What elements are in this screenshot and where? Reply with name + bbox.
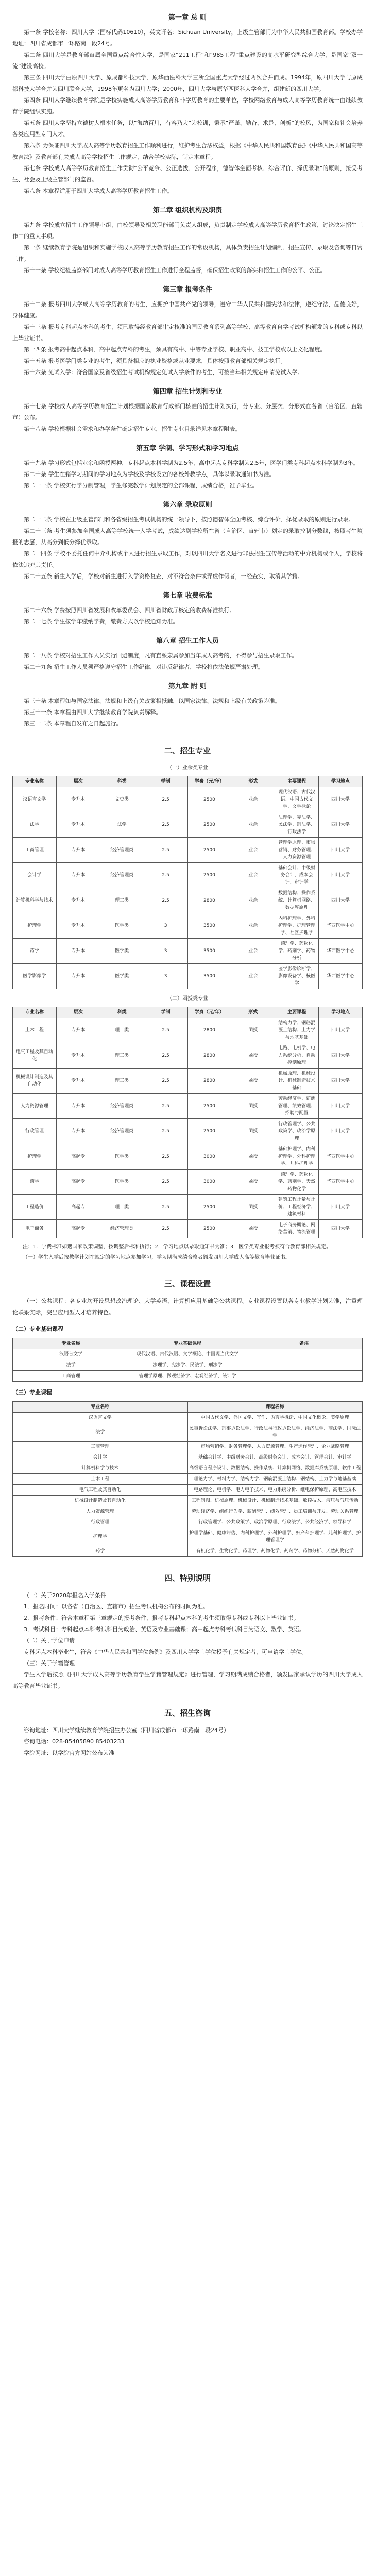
article-paragraph: 第二十七条 学生按学年缴纳学费，缴费方式以学校通知为准。 bbox=[24, 618, 179, 625]
table-cell: 理工类 bbox=[100, 1195, 144, 1220]
table-cell: 3500 bbox=[187, 939, 231, 964]
table-cell: 土木工程 bbox=[13, 1474, 188, 1485]
table-cell: 2500 bbox=[187, 1119, 231, 1144]
column-header: 学费（元/年） bbox=[187, 776, 231, 787]
table-row bbox=[13, 939, 363, 964]
table-row bbox=[13, 1195, 363, 1220]
column-header: 学习地点 bbox=[319, 1007, 363, 1018]
table-cell: 理论力学、材料力学、结构力学、钢筋混凝土结构、钢结构、土力学与地基基础 bbox=[187, 1474, 363, 1485]
table-cell: 四川大学 bbox=[319, 787, 363, 812]
table-cell: 结构力学、钢筋混凝土结构、土力学与地基基础 bbox=[275, 1018, 319, 1043]
column-header: 形式 bbox=[231, 776, 275, 787]
table-cell: 2.5 bbox=[144, 1043, 187, 1069]
table-cell: 2800 bbox=[187, 1018, 231, 1043]
article-paragraph: 第三十条 本章程如与国家法律、法规和上级有关政策相抵触，以国家法律、法规和上级有关政策为准。 bbox=[24, 698, 281, 704]
table-cell: 高起专 bbox=[56, 1144, 100, 1170]
table-cell: 电路理论、电机学、电力电子技术、电力系统分析、继电保护原理、高电压技术 bbox=[187, 1485, 363, 1496]
table-cell: 医学类 bbox=[100, 964, 144, 989]
table-cell: 基础护理学、内科护理学、外科护理学、儿科护理学 bbox=[275, 1144, 319, 1170]
table-cell: 专升本 bbox=[56, 1043, 100, 1069]
section-3-heading: 三、课程设置 bbox=[164, 1279, 211, 1289]
table-cell: 四川大学 bbox=[319, 812, 363, 838]
section-5-heading: 五、招生咨询 bbox=[164, 1708, 211, 1718]
table-header-row bbox=[13, 1007, 363, 1018]
table-cell: 2800 bbox=[187, 1043, 231, 1069]
table-cell bbox=[246, 1349, 362, 1360]
article-paragraph: 第九条 学校成立招生工作领导小组，由校领导及相关职能部门负责人组成，负责制定学校成人高等学历教育招生政策，讨论决定招生工作中的重大事项。 bbox=[12, 222, 363, 240]
table-cell: 四川大学 bbox=[319, 1018, 363, 1043]
column-header: 学制 bbox=[144, 1007, 187, 1018]
table-cell: 2.5 bbox=[144, 1144, 187, 1170]
table-cell: 3 bbox=[144, 964, 187, 989]
table-row bbox=[13, 1094, 363, 1119]
table-row bbox=[13, 1452, 363, 1463]
table-cell: 2.5 bbox=[144, 1170, 187, 1195]
table-cell: 2800 bbox=[187, 888, 231, 913]
article-paragraph: 第七条 学校成人高等学历教育招生工作贯彻“公平竞争、公正选拔、公开程序，德智体全面考核、综合评价、择优录取”的原则，接受考生、社会及上级主管部门的监督。 bbox=[12, 165, 363, 183]
table-cell: 四川大学 bbox=[319, 888, 363, 913]
table-cell: 华西医学中心 bbox=[319, 964, 363, 989]
table-cell: 业余 bbox=[231, 964, 275, 989]
table-cell: 高起专 bbox=[56, 1195, 100, 1220]
table-cell: 专升本 bbox=[56, 812, 100, 838]
column-header: 科类 bbox=[100, 776, 144, 787]
article-paragraph: 第十四条 报考高中起点本科、高中起点专科的考生，须具有高中、中等专业学校、职业高中、技工学校或以上文化程度。 bbox=[24, 346, 326, 353]
article-paragraph: 第一条 学校名称：四川大学（国标代码10610），英文译名：Sichuan University，上级主管部门为中华人民共和国教育部。学校办学地址：四川省成都市一环路南一段24号。 bbox=[12, 29, 363, 47]
column-header: 层次 bbox=[56, 776, 100, 787]
note-paragraph: 学生入学后按照《四川大学成人高等学历教育学生学籍管理规定》进行管理，学习期满成绩合格者，颁发国家承认学历的四川大学成人高等教育毕业证书。 bbox=[12, 1671, 363, 1689]
table-note: 注：1．学费标准如遇国家政策调整，按调整后标准执行；2．学习地点以录取通知书为准；3．医学类专业报考须符合教育部相关规定。 bbox=[23, 1244, 332, 1250]
table-cell: 业余 bbox=[231, 888, 275, 913]
table-row bbox=[13, 913, 363, 939]
table-cell: 电子商务概论、网络营销、物流管理 bbox=[275, 1220, 319, 1238]
table-cell: 华西医学中心 bbox=[319, 1170, 363, 1195]
table-header-row bbox=[13, 1402, 363, 1413]
table-note: （一）学生入学后按教学计划在规定的学习地点参加学习，学习期满成绩合格者颁发四川大学成人高等教育毕业证书。 bbox=[23, 1255, 291, 1260]
table-row bbox=[13, 863, 363, 888]
table-cell: 专升本 bbox=[56, 888, 100, 913]
column-header: 专业基础课程 bbox=[129, 1338, 246, 1349]
table-cell: 3 bbox=[144, 939, 187, 964]
table-cell: 专升本 bbox=[56, 1018, 100, 1043]
table-cell: 经济管理类 bbox=[100, 863, 144, 888]
table-cell: 2.5 bbox=[144, 812, 187, 838]
table-cell: 专升本 bbox=[56, 838, 100, 863]
table-cell: 数据结构、操作系统、计算机网络、数据库原理 bbox=[275, 888, 319, 913]
table-cell: 函授 bbox=[231, 1119, 275, 1144]
table-cell: 华西医学中心 bbox=[319, 913, 363, 939]
column-header: 课程名称 bbox=[187, 1402, 363, 1413]
table-cell: 法学 bbox=[13, 1423, 188, 1442]
table-cell: 理工类 bbox=[100, 888, 144, 913]
table-cell: 函授 bbox=[231, 1018, 275, 1043]
chapter-title: 第五章 学制、学习形式和学习地点 bbox=[136, 445, 239, 452]
table-header-row bbox=[13, 1338, 363, 1349]
table-cell: 法理学、宪法学、民法学、刑法学 bbox=[129, 1360, 246, 1371]
article-paragraph: 第二十四条 学校不委托任何中介机构或个人进行招生录取工作，对以四川大学名义进行非法招生宣传等活动的中介机构或个人，学校将依法追究其责任。 bbox=[12, 550, 363, 568]
table-cell: 会计学 bbox=[13, 1452, 188, 1463]
table-cell: 2500 bbox=[187, 1094, 231, 1119]
column-header: 备注 bbox=[246, 1338, 362, 1349]
table-row bbox=[13, 1043, 363, 1069]
table-cell: 3500 bbox=[187, 913, 231, 939]
column-header: 学费（元/年） bbox=[187, 1007, 231, 1018]
table-cell: 法学 bbox=[13, 1360, 129, 1371]
table-cell: 专升本 bbox=[56, 1094, 100, 1119]
article-paragraph: 第三十一条 本章程由四川大学继续教育学院负责解释。 bbox=[24, 709, 162, 716]
table-cell: 内科护理学、外科护理学、护理管理学、社区护理学 bbox=[275, 913, 319, 939]
table-cell: 文史类 bbox=[100, 787, 144, 812]
table-cell: 法学 bbox=[13, 812, 57, 838]
correspondence-programs-table bbox=[12, 1007, 363, 1238]
section-4-heading: 四、特别说明 bbox=[164, 1573, 211, 1583]
table-cell: 业余 bbox=[231, 838, 275, 863]
table-cell: 市场营销学、财务管理学、人力资源管理、生产运作管理、企业战略管理 bbox=[187, 1442, 363, 1452]
note-paragraph: 专科起点本科毕业生，符合《中华人民共和国学位条例》及四川大学学士学位授予有关规定者，可申请学士学位。 bbox=[24, 1649, 307, 1655]
table-cell: 计算机科学与技术 bbox=[13, 1463, 188, 1474]
table-cell: 药理学、药物化学、药剂学、天然药物化学 bbox=[275, 1170, 319, 1195]
column-header: 专业名称 bbox=[13, 776, 57, 787]
table-cell: 民事诉讼法学、刑事诉讼法学、行政法与行政诉讼法学、经济法学、商法学、国际法学 bbox=[187, 1423, 363, 1442]
note-paragraph: （三）关于学籍管理 bbox=[24, 1660, 75, 1667]
table-cell: 电路、电机学、电力系统分析、自动控制原理 bbox=[275, 1043, 319, 1069]
article-paragraph: 第二十二条 学校在上级主管部门和各省级招生考试机构的统一领导下，按照德智体全面考核、综合评价、择优录取的原则进行录取。 bbox=[24, 516, 354, 523]
chapter-title: 第二章 组织机构及职责 bbox=[152, 207, 223, 214]
article-paragraph: 第二十三条 考生须参加全国成人高等学校统一入学考试，成绩达到学校所在省（自治区、直辖市）划定的录取控制分数线，按照考生填报的志愿，从高分到低分择优录取。 bbox=[12, 528, 363, 546]
table-row bbox=[13, 964, 363, 989]
article-paragraph: 第二十六条 学费按照四川省发展和改革委员会、四川省财政厅核定的收费标准执行。 bbox=[24, 607, 235, 614]
table-row bbox=[13, 1069, 363, 1094]
table-row bbox=[13, 1371, 363, 1382]
table-row bbox=[13, 1485, 363, 1496]
table-cell: 专升本 bbox=[56, 1069, 100, 1094]
table-cell: 工商管理 bbox=[13, 1442, 188, 1452]
column-header: 专业名称 bbox=[13, 1338, 129, 1349]
table-cell: 2500 bbox=[187, 787, 231, 812]
table-cell: 现代汉语、古代汉语、中国古代文学、文学概论 bbox=[275, 787, 319, 812]
chapter-title: 第一章 总 则 bbox=[168, 14, 207, 22]
consultation-info bbox=[12, 1725, 363, 1759]
table-1-caption: （一）业余类专业 bbox=[167, 765, 208, 771]
table-cell: 2.5 bbox=[144, 1119, 187, 1144]
table-cell: 2500 bbox=[187, 838, 231, 863]
table-row bbox=[13, 1474, 363, 1485]
table-cell: 行政管理 bbox=[13, 1517, 188, 1528]
table-row bbox=[13, 1496, 363, 1506]
article-paragraph: 第八条 本章程适用于四川大学成人高等学历教育招生工作。 bbox=[24, 188, 173, 194]
section-3-intro: （一）公共课程：各专业均开设思想政治理论、大学英语、计算机应用基础等公共课程。专业课程设置以各专业教学计划为准，注重理论联系实际，突出应用型人才培养特色。 bbox=[12, 1298, 363, 1316]
table-cell bbox=[246, 1371, 362, 1382]
table-cell: 管理学原理、微观经济学、宏观经济学、统计学 bbox=[129, 1371, 246, 1382]
table-cell: 业余 bbox=[231, 787, 275, 812]
table-cell: 高起专 bbox=[56, 1170, 100, 1195]
table-cell: 3000 bbox=[187, 1144, 231, 1170]
article-paragraph: 第五条 四川大学坚持立德树人根本任务，以“海纳百川，有容乃大”为校训，秉承“严谨、勤奋、求是、创新”的校风，为国家和社会培养各类应用型专门人才。 bbox=[12, 120, 363, 138]
table-cell: 专升本 bbox=[56, 863, 100, 888]
amateur-programs-table bbox=[12, 776, 363, 989]
article-paragraph: 第二十九条 招生工作人员须严格遵守招生工作纪律，对违反纪律者，学校将依法依规严肃处理。 bbox=[24, 664, 264, 670]
table-cell: 3000 bbox=[187, 1170, 231, 1195]
table-cell: 四川大学 bbox=[319, 1119, 363, 1144]
table-cell: 2500 bbox=[187, 1220, 231, 1238]
table-cell: 函授 bbox=[231, 1195, 275, 1220]
table-cell: 2.5 bbox=[144, 1018, 187, 1043]
contact-line: 咨询地址：四川大学继续教育学院招生办公室（四川省成都市一环路南一段24号） bbox=[24, 1727, 229, 1734]
table-cell: 3500 bbox=[187, 964, 231, 989]
table-cell: 有机化学、生物化学、药理学、药物化学、药剂学、药物分析、天然药物化学 bbox=[187, 1546, 363, 1557]
table-cell: 人力资源管理 bbox=[13, 1094, 57, 1119]
table-cell: 经济管理类 bbox=[100, 1119, 144, 1144]
article-paragraph: 第十六条 免试入学：符合国家及省级招生考试机构规定免试入学条件的考生，可按当年相关规定申请免试入学。 bbox=[24, 369, 303, 376]
table-cell: 四川大学 bbox=[319, 838, 363, 863]
table-cell: 业余 bbox=[231, 939, 275, 964]
table-cell: 四川大学 bbox=[319, 1195, 363, 1220]
table-cell: 业余 bbox=[231, 913, 275, 939]
table-cell: 2.5 bbox=[144, 1220, 187, 1238]
table-cell: 电气工程及其自动化 bbox=[13, 1485, 188, 1496]
table-cell: 理工类 bbox=[100, 1018, 144, 1043]
table-cell: 专升本 bbox=[56, 787, 100, 812]
table-row bbox=[13, 787, 363, 812]
column-header: 形式 bbox=[231, 1007, 275, 1018]
column-header: 主要课程 bbox=[275, 776, 319, 787]
article-paragraph: 第十五条 报考医学门类专业的考生，须具备相应的执业资格或从业要求，具体按照教育部相关规定执行。 bbox=[24, 358, 286, 364]
contact-line: 咨询电话：028-85405890 85403233 bbox=[24, 1738, 125, 1745]
charter-chapters bbox=[12, 12, 363, 730]
column-header: 科类 bbox=[100, 1007, 144, 1018]
table-cell: 2500 bbox=[187, 863, 231, 888]
table-cell: 护理学基础、健康评估、内科护理学、外科护理学、妇产科护理学、儿科护理学、护理管理学 bbox=[187, 1528, 363, 1546]
table-cell: 业余 bbox=[231, 812, 275, 838]
table-cell: 机械原理、机械设计、机械制造技术基础 bbox=[275, 1069, 319, 1094]
table-cell: 药学 bbox=[13, 1170, 57, 1195]
article-paragraph: 第十二条 报考四川大学成人高等学历教育的考生，应拥护中国共产党的领导，遵守中华人民共和国宪法和法律，遵纪守法，品德良好，身体健康。 bbox=[12, 301, 363, 319]
table-cell: 电子商务 bbox=[13, 1220, 57, 1238]
table-cell: 函授 bbox=[231, 1220, 275, 1238]
table-cell: 函授 bbox=[231, 1043, 275, 1069]
table-row bbox=[13, 1517, 363, 1528]
table-cell: 计算机科学与技术 bbox=[13, 888, 57, 913]
article-paragraph: 第二条 四川大学是教育部直属全国重点综合性大学，是国家“211工程”和“985工程”重点建设的高水平研究型综合大学，是国家“双一流”建设高校。 bbox=[12, 52, 363, 70]
chapter-title: 第九章 附 则 bbox=[168, 683, 207, 690]
charter-document bbox=[12, 0, 363, 1759]
table-row bbox=[13, 1413, 363, 1423]
table-cell: 行政管理学、公共政策学、政治学原理 bbox=[275, 1119, 319, 1144]
table-cell: 华西医学中心 bbox=[319, 1144, 363, 1170]
table-cell: 法理学、宪法学、民法学、刑法学、行政法学 bbox=[275, 812, 319, 838]
table-cell bbox=[246, 1360, 362, 1371]
table-row bbox=[13, 1220, 363, 1238]
table-row bbox=[13, 1423, 363, 1442]
article-paragraph: 第三十二条 本章程自发布之日起施行。 bbox=[24, 720, 122, 727]
table-cell: 高起专 bbox=[56, 1220, 100, 1238]
note-paragraph: 3．考试科目：专科起点本科考试科目为政治、英语及专业基础课；高中起点专科考试科目为语文、数学、英语。 bbox=[24, 1626, 305, 1633]
note-paragraph: （二）关于学位申请 bbox=[24, 1637, 75, 1644]
table-cell: 行政管理学、公共政策学、政治学原理、行政法学、公共经济学、领导科学 bbox=[187, 1517, 363, 1528]
note-paragraph: 2．报考条件：符合本章程第三章规定的报考条件，报考专科起点本科的考生须取得专科或专科以上毕业证书。 bbox=[24, 1615, 299, 1621]
column-header: 专业名称 bbox=[13, 1007, 57, 1018]
table-cell: 医学类 bbox=[100, 939, 144, 964]
table-cell: 药学 bbox=[13, 939, 57, 964]
special-notes bbox=[12, 1590, 363, 1692]
table-cell: 劳动经济学、组织行为学、薪酬管理、绩效管理、员工培训与开发、劳动关系管理 bbox=[187, 1506, 363, 1517]
article-paragraph: 第三条 四川大学由原四川大学、原成都科技大学、原华西医科大学三所全国重点大学经过两次合并而成。1994年，原四川大学与原成都科技大学合并为四川联合大学，1998年更名为四川大学；2000年，四川大学与原华西医科大学合并，组建新的四川大学。 bbox=[12, 74, 363, 92]
table-cell: 2800 bbox=[187, 1069, 231, 1094]
table-cell: 2.5 bbox=[144, 787, 187, 812]
table-row bbox=[13, 1170, 363, 1195]
table-cell: 工商管理 bbox=[13, 1371, 129, 1382]
article-paragraph: 第二十一条 学校实行学分制管理，学生修完教学计划规定的全部课程，成绩合格，准予毕业。 bbox=[24, 482, 258, 489]
table-cell: 护理学 bbox=[13, 1528, 188, 1546]
table-cell: 专升本 bbox=[56, 913, 100, 939]
table-cell: 机械设计制造及其自动化 bbox=[13, 1069, 57, 1094]
table-cell: 2.5 bbox=[144, 1094, 187, 1119]
table-cell: 2.5 bbox=[144, 888, 187, 913]
table-cell: 华西医学中心 bbox=[319, 939, 363, 964]
chapter-title: 第八章 招生工作人员 bbox=[156, 637, 219, 645]
table-row bbox=[13, 1144, 363, 1170]
column-header: 专业名称 bbox=[13, 1402, 188, 1413]
table-cell: 护理学 bbox=[13, 913, 57, 939]
table-cell: 医学影像学 bbox=[13, 964, 57, 989]
table-cell: 医学类 bbox=[100, 1144, 144, 1170]
column-header: 层次 bbox=[56, 1007, 100, 1018]
table-cell: 专升本 bbox=[56, 939, 100, 964]
article-paragraph: 第十三条 报考专科起点本科的考生，须已取得经教育部审定核准的国民教育系列高等学校、高等教育自学考试机构颁发的专科或专科以上毕业证书。 bbox=[12, 324, 363, 342]
table-row bbox=[13, 838, 363, 863]
table-cell: 法学 bbox=[100, 812, 144, 838]
article-paragraph: 第四条 四川大学继续教育学院是学校实施成人高等学历教育和非学历教育的主要单位，学校网络教育与成人高等学历教育统一由继续教育学院组织实施。 bbox=[12, 97, 363, 115]
article-paragraph: 第十条 继续教育学院是组织和实施学校成人高等学历教育招生工作的常设机构，具体负责招生计划编制、招生宣传、录取及咨询等日常工作。 bbox=[12, 244, 363, 262]
major-courses-table bbox=[12, 1401, 363, 1557]
table-cell: 经济管理类 bbox=[100, 1220, 144, 1238]
table-cell: 函授 bbox=[231, 1069, 275, 1094]
column-header: 主要课程 bbox=[275, 1007, 319, 1018]
table-row bbox=[13, 1506, 363, 1517]
table-cell: 汉语言文学 bbox=[13, 787, 57, 812]
table-cell: 现代汉语、古代汉语、文学概论、中国现当代文学 bbox=[129, 1349, 246, 1360]
table-cell: 药学 bbox=[13, 1546, 188, 1557]
table-cell: 医学影像诊断学、影像设备学、核医学 bbox=[275, 964, 319, 989]
section-2-heading: 二、招生专业 bbox=[164, 746, 211, 755]
note-paragraph: 1．报名时间：以各省（自治区、直辖市）招生考试机构公布的时间为准。 bbox=[24, 1603, 209, 1610]
table-row bbox=[13, 1119, 363, 1144]
table-cell: 函授 bbox=[231, 1094, 275, 1119]
table-cell: 行政管理 bbox=[13, 1119, 57, 1144]
table-row bbox=[13, 1360, 363, 1371]
table-cell: 基础会计、中级财务会计、成本会计、审计学 bbox=[275, 863, 319, 888]
table-cell: 理工类 bbox=[100, 1069, 144, 1094]
table-row bbox=[13, 1349, 363, 1360]
table-cell: 2.5 bbox=[144, 1069, 187, 1094]
article-paragraph: 第十七条 学校成人高等学历教育招生计划根据国家教育行政部门核准的招生计划执行，分专业、分层次、分形式在各省（自治区、直辖市）公布。 bbox=[12, 403, 363, 421]
table-cell: 会计学 bbox=[13, 863, 57, 888]
article-paragraph: 第十八条 学校根据社会需求和办学条件确定招生专业，招生专业目录详见本章程附表。 bbox=[24, 426, 241, 432]
table-cell: 医学类 bbox=[100, 1170, 144, 1195]
table-cell: 2.5 bbox=[144, 1195, 187, 1220]
chapter-title: 第七章 收费标准 bbox=[163, 592, 212, 600]
table-cell: 基础会计学、中级财务会计、高级财务会计、成本会计、管理会计、审计学 bbox=[187, 1452, 363, 1463]
table-cell: 函授 bbox=[231, 1144, 275, 1170]
table-cell: 经济管理类 bbox=[100, 838, 144, 863]
table-row bbox=[13, 888, 363, 913]
chapter-title: 第三章 报考条件 bbox=[163, 286, 212, 294]
note-paragraph: （一）关于2020年报名入学条件 bbox=[24, 1592, 106, 1599]
table-cell: 业余 bbox=[231, 863, 275, 888]
table-cell: 电气工程及其自动化 bbox=[13, 1043, 57, 1069]
table-cell: 人力资源管理 bbox=[13, 1506, 188, 1517]
table-cell: 2500 bbox=[187, 812, 231, 838]
table-cell: 3 bbox=[144, 913, 187, 939]
contact-line: 学院网址：以学院官方网站公布为准 bbox=[24, 1750, 114, 1756]
table-header-row bbox=[13, 776, 363, 787]
table-row bbox=[13, 1018, 363, 1043]
table-cell: 工程造价 bbox=[13, 1195, 57, 1220]
column-header: 学习地点 bbox=[319, 776, 363, 787]
table-cell: 经济管理类 bbox=[100, 1094, 144, 1119]
table-cell: 劳动经济学、薪酬管理、绩效管理、招聘与配置 bbox=[275, 1094, 319, 1119]
table-cell: 函授 bbox=[231, 1170, 275, 1195]
table-cell: 四川大学 bbox=[319, 863, 363, 888]
table-cell: 工程制图、机械原理、机械设计、机械制造技术基础、数控技术、液压与气压传动 bbox=[187, 1496, 363, 1506]
foundation-courses-table bbox=[12, 1338, 363, 1382]
table-cell: 机械设计制造及其自动化 bbox=[13, 1496, 188, 1506]
table-cell: 2.5 bbox=[144, 863, 187, 888]
table-cell: 护理学 bbox=[13, 1144, 57, 1170]
table-row bbox=[13, 1528, 363, 1546]
article-paragraph: 第二十八条 学校对招生工作人员实行回避制度，凡有直系亲属参加当年成人高考的，不得参与招生录取工作。 bbox=[24, 652, 298, 659]
table-cell: 管理学原理、市场营销、财务管理、人力资源管理 bbox=[275, 838, 319, 863]
article-paragraph: 第十一条 学校纪检监察部门对成人高等学历教育招生工作进行全程监督，确保招生政策的落实和招生工作的公平、公正。 bbox=[24, 267, 326, 274]
table-cell: 医学类 bbox=[100, 913, 144, 939]
table-cell: 四川大学 bbox=[319, 1043, 363, 1069]
table-cell: 四川大学 bbox=[319, 1069, 363, 1094]
table-cell: 汉语言文学 bbox=[13, 1413, 188, 1423]
article-paragraph: 第二十五条 新生入学后，学校对新生进行入学资格复查，对不符合条件或弄虚作假者，一经查实，取消其学籍。 bbox=[24, 573, 303, 580]
table-cell: 中国古代文学、外国文学、写作、语言学概论、中国文化概论、美学原理 bbox=[187, 1413, 363, 1423]
table-cell: 2.5 bbox=[144, 838, 187, 863]
table-cell: 2500 bbox=[187, 1195, 231, 1220]
table-row bbox=[13, 1442, 363, 1452]
table-cell: 建筑工程计量与计价、工程经济学、建筑材料 bbox=[275, 1195, 319, 1220]
table-cell: 四川大学 bbox=[319, 1220, 363, 1238]
chapter-title: 第四章 招生计划和专业 bbox=[152, 388, 223, 396]
table-cell: 汉语言文学 bbox=[13, 1349, 129, 1360]
column-header: 学制 bbox=[144, 776, 187, 787]
table-cell: 高级语言程序设计、数据结构、操作系统、计算机网络、数据库系统原理、软件工程 bbox=[187, 1463, 363, 1474]
table-cell: 专升本 bbox=[56, 1119, 100, 1144]
table-cell: 工商管理 bbox=[13, 838, 57, 863]
table-cell: 专升本 bbox=[56, 964, 100, 989]
table-row bbox=[13, 812, 363, 838]
table-cell: 理工类 bbox=[100, 1043, 144, 1069]
table-row bbox=[13, 1546, 363, 1557]
article-paragraph: 第六条 为保证四川大学成人高等学历教育招生工作顺利进行，维护考生合法权益，根据《中华人民共和国教育法》《中华人民共和国高等教育法》及教育部有关成人高等学校招生工作规定，结合学校实际，制定本章程。 bbox=[12, 142, 363, 160]
table-3-caption: （二）专业基础课程 bbox=[12, 1326, 63, 1332]
table-cell: 土木工程 bbox=[13, 1018, 57, 1043]
article-paragraph: 第十九条 学习形式包括业余和函授两种，专科起点本科学制为2.5年，高中起点专科学制为2.5年，医学门类专科起点本科学制为3年。 bbox=[24, 460, 359, 466]
article-paragraph: 第二十条 学生在籍学习期间的学习地点为学校及学校设立的各校外教学点，具体以录取通知书为准。 bbox=[24, 471, 275, 478]
chapter-title: 第六章 录取原则 bbox=[163, 501, 212, 509]
table-row bbox=[13, 1463, 363, 1474]
table-cell: 药理学、药物化学、药剂学、药物分析 bbox=[275, 939, 319, 964]
table-4-caption: （三）专业课程 bbox=[12, 1389, 52, 1396]
table-cell: 四川大学 bbox=[319, 1094, 363, 1119]
table-2-caption: （二）函授类专业 bbox=[167, 996, 208, 1002]
